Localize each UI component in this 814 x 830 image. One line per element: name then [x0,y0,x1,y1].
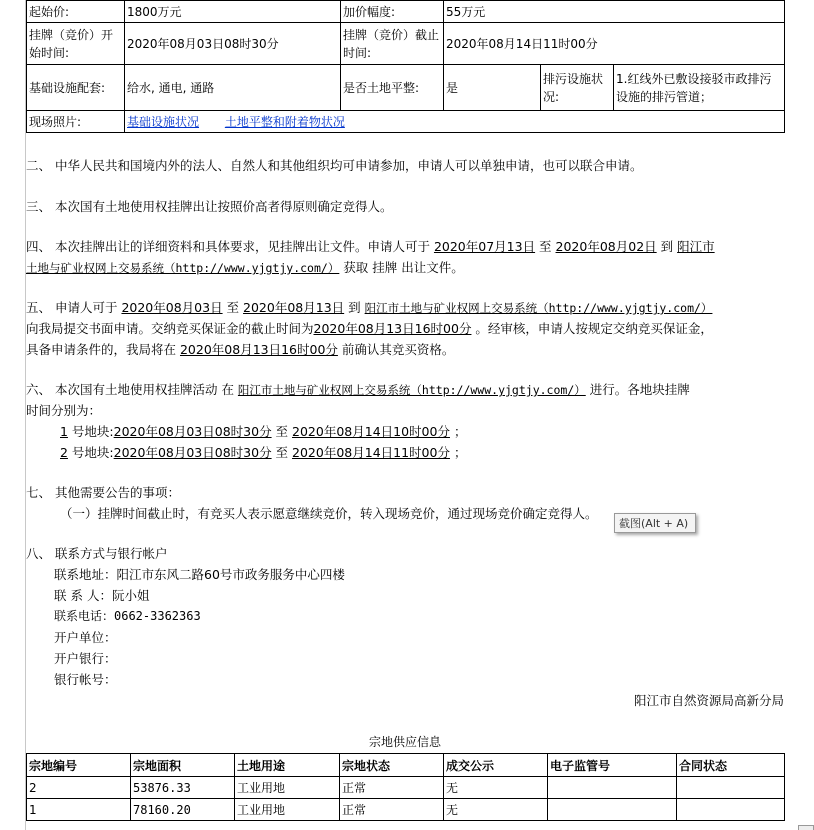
parcel-1-label: 号地块: [67,424,114,439]
parcel-2-number: 2 [60,445,68,460]
row-2-contract-status [677,799,785,821]
parcel-2-start: 2020年08月03日08时30分 [113,445,272,460]
section-7-item-1: （一）挂牌时间截止时，有竞买人表示愿意继续竞价，转入现场竞价，通过现场竞价确定竞得人。 [60,506,598,521]
header-area: 宗地面积 [131,754,235,777]
parcel-1-line [60,421,814,442]
s4-date-start: 2020年07月13日 [433,239,536,254]
increment-label: 加价幅度: [341,1,444,23]
row-1-parcel-no: 2 [27,777,131,799]
s4-text-e: 获取 挂牌 出让文件。 [339,260,464,275]
table-row [27,777,785,799]
section-6-line-2: 时间分别为： [26,403,102,418]
row-2-deal-notice: 无 [444,799,548,821]
window-resize-corner[interactable] [798,825,814,830]
row-2-supervision-no [548,799,677,821]
s5-date-end: 2020年08月13日 [243,300,345,315]
s4-date-end: 2020年08月02日 [555,239,657,254]
parcel-2-to: 至 [271,445,293,460]
bank-name: 开户银行： [54,651,117,666]
infrastructure-value: 给水, 通电, 通路 [125,65,341,111]
parcel-1-start: 2020年08月03日08时30分 [113,424,272,439]
s4-text-c: 到 [656,239,678,254]
s4-text-a: 四、 本次挂牌出让的详细资料和具体要求，见挂牌出让文件。申请人可于 [26,239,434,254]
s5-deposit-deadline: 2020年08月13日16时00分 [313,321,472,336]
section-5-line-2 [26,318,786,339]
listing-start-label: 挂牌（竞价）开始时间: [27,23,125,65]
row-1-area: 53876.33 [131,777,235,799]
table-row [27,799,785,821]
s5-line2-b: 。经审核，申请人按规定交纳竞买保证金， [471,321,713,336]
drainage-label: 排污设施状况: [541,65,614,111]
parcel-1-tail: ； [449,424,467,439]
row-2-use: 工业用地 [235,799,340,821]
section-5-line-3 [26,339,786,360]
listing-end-value: 2020年08月14日11时00分 [444,23,785,65]
parcel-1-to: 至 [271,424,293,439]
account-unit: 开户单位： [54,630,117,645]
parcel-2-end: 2020年08月14日11时00分 [292,445,450,460]
s5-date-start: 2020年08月03日 [121,300,223,315]
s5-line3-a: 具备申请条件的，我局将在 [26,342,180,357]
s5-system-link[interactable]: 阳江市土地与矿业权网上交易系统（http://www.yjgtjy.com/） [364,301,713,315]
row-1-deal-notice: 无 [444,777,548,799]
parcel-2-tail: ； [449,445,467,460]
section-8: 八、 联系方式与银行帐户 [26,546,168,561]
parcel-2-label: 号地块: [67,445,114,460]
screenshot-tooltip: 截图(Alt + A) [614,513,696,533]
row-2-area: 78160.20 [131,799,235,821]
header-contract-status: 合同状态 [677,754,785,777]
leveling-photo-link[interactable]: 土地平整和附着物状况 [224,114,345,129]
s5-line3-b: 前确认其竞买资格。 [337,342,455,357]
s6-text-a: 六、 本次国有土地使用权挂牌活动 在 [26,382,238,397]
listing-start-value: 2020年08月03日08时30分 [125,23,341,65]
s5-text-c: 到 [344,300,365,315]
row-2-parcel-no: 1 [27,799,131,821]
leveled-label: 是否土地平整: [341,65,444,111]
parcel-1-number: 1 [60,424,68,439]
s4-system-part-1[interactable]: 阳江市 [677,239,715,254]
section-7: 七、 其他需要公告的事项： [26,485,180,500]
photos-label: 现场照片: [27,111,125,133]
infrastructure-label: 基础设施配套: [27,65,125,111]
row-1-use: 工业用地 [235,777,340,799]
supply-info-table [26,753,785,821]
row-1-contract-status [677,777,785,799]
s5-qualification-deadline: 2020年08月13日16时00分 [179,342,338,357]
start-price-value: 1800万元 [125,1,341,23]
section-4-line-1 [26,236,786,257]
contact-address: 联系地址：阳江市东风二路60号市政务服务中心四楼 [54,567,345,582]
start-price-label: 起始价: [27,1,125,23]
section-4-line-2 [26,257,786,279]
s5-text-b: 至 [222,300,244,315]
s5-line2-a: 向我局提交书面申请。交纳竞买保证金的截止时间为 [26,321,314,336]
contact-phone: 联系电话：0662-3362363 [54,609,201,623]
leveled-value: 是 [444,65,541,111]
header-use: 土地用途 [235,754,340,777]
supply-header-row [27,754,785,777]
contact-person: 联 系 人：阮小姐 [54,588,150,603]
issuer-signature: 阳江市自然资源局高新分局 [633,693,784,708]
account-number: 银行帐号： [54,672,117,687]
s4-text-b: 至 [535,239,556,254]
land-info-table [26,0,785,133]
s5-text-a: 五、 申请人可于 [26,300,122,315]
section-6-line-1 [26,379,786,401]
supply-table-caption: 宗地供应信息 [368,735,441,749]
section-2: 二、 中华人民共和国境内外的法人、自然人和其他组织均可申请参加，申请人可以单独申请，也可以联合申请。 [26,158,643,173]
row-1-supervision-no [548,777,677,799]
section-3: 三、 本次国有土地使用权挂牌出让按照价高者得原则确定竞得人。 [26,199,393,214]
row-2-status: 正常 [340,799,444,821]
header-supervision-no: 电子监管号 [548,754,677,777]
photos-links [125,111,785,133]
listing-end-label: 挂牌（竞价）截止时间: [341,23,444,65]
header-status: 宗地状态 [340,754,444,777]
s6-text-b: 进行。各地块挂牌 [585,382,690,397]
header-parcel-no: 宗地编号 [27,754,131,777]
section-5-line-1 [26,297,786,319]
increment-value: 55万元 [444,1,785,23]
row-1-status: 正常 [340,777,444,799]
parcel-2-line [60,442,814,463]
header-deal-notice: 成交公示 [444,754,548,777]
s4-system-part-2[interactable]: 土地与矿业权网上交易系统（http://www.yjgtjy.com/） [26,261,340,275]
s6-system-link[interactable]: 阳江市土地与矿业权网上交易系统（http://www.yjgtjy.com/） [237,383,586,397]
infrastructure-photo-link[interactable]: 基础设施状况 [127,114,200,129]
drainage-value: 1.红线外已敷设接驳市政排污设施的排污管道； [614,65,785,111]
parcel-1-end: 2020年08月14日10时00分 [292,424,450,439]
